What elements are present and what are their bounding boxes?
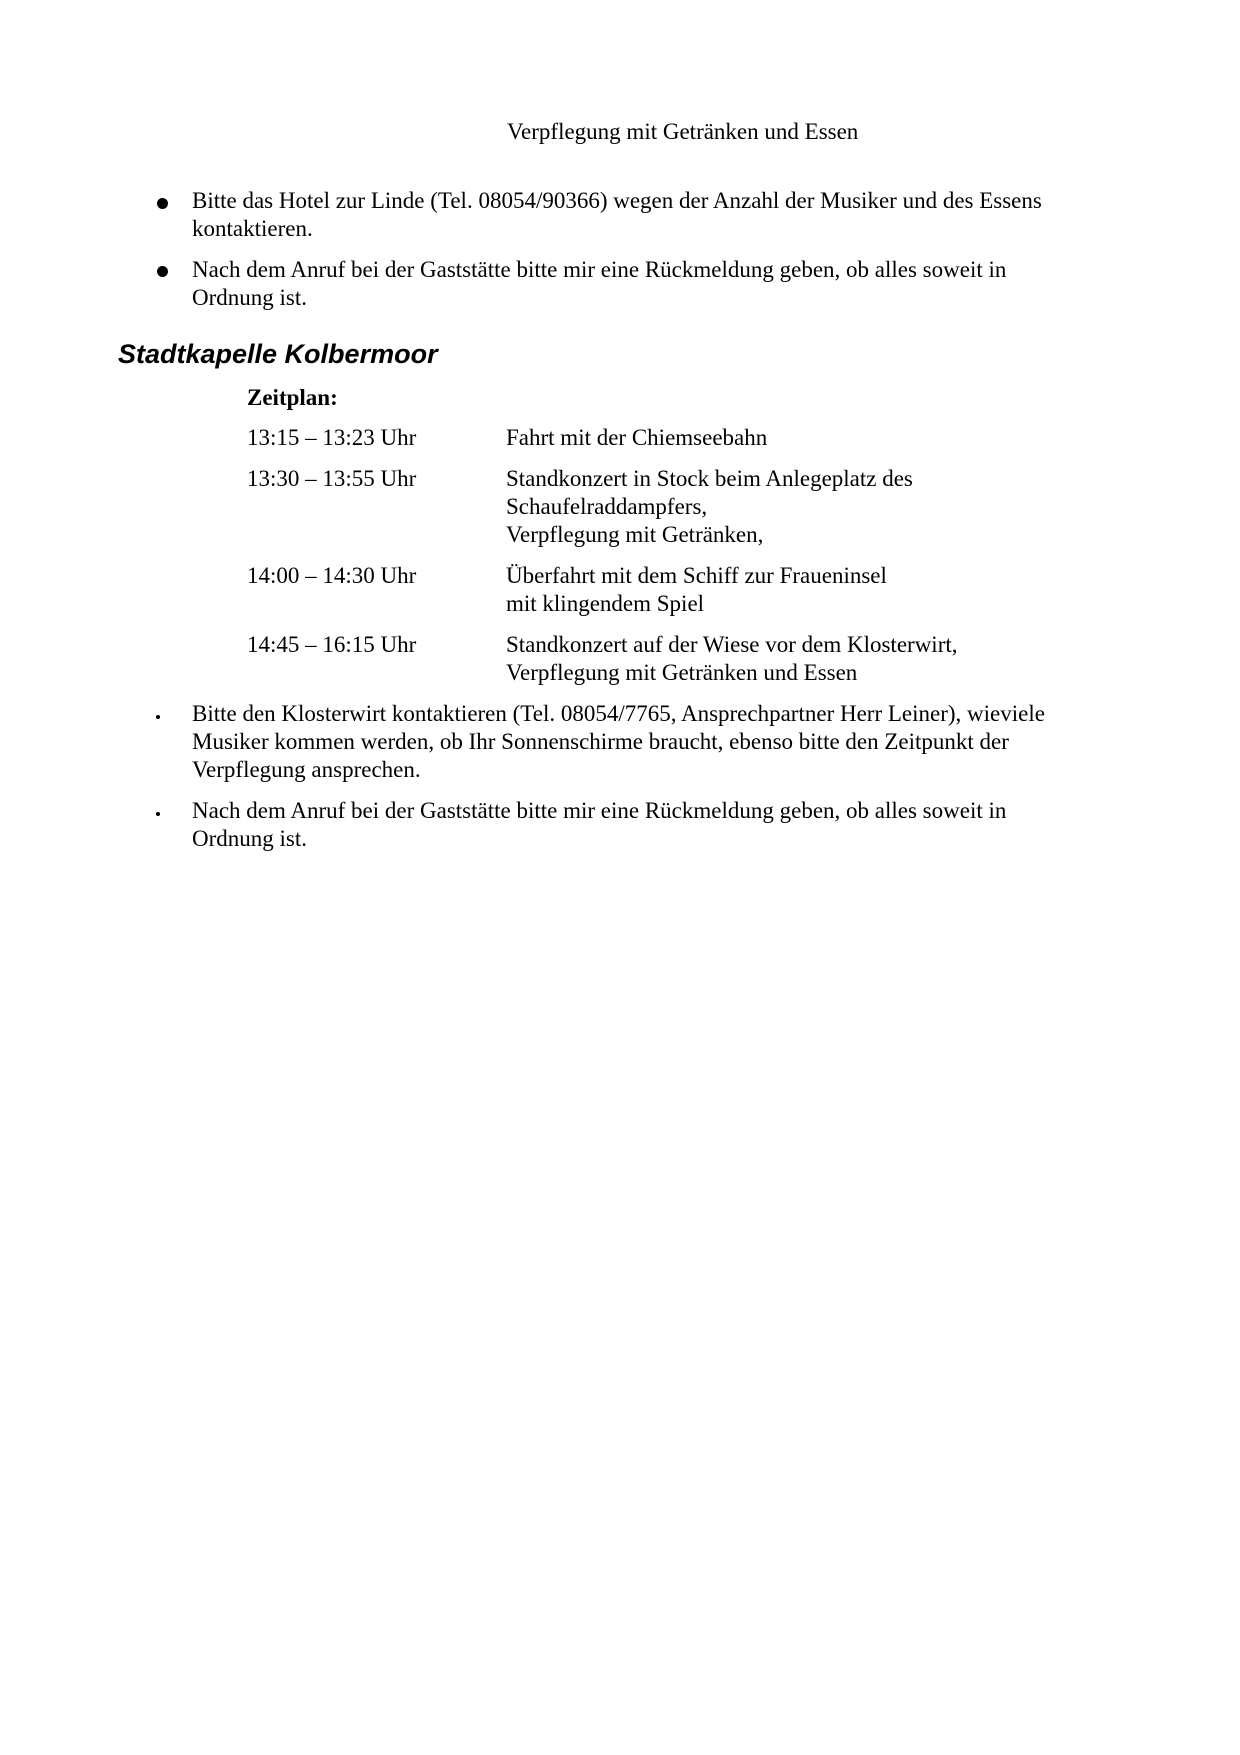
section-heading: Stadtkapelle Kolbermoor xyxy=(118,339,438,369)
bullet-text-line: Ordnung ist. xyxy=(192,285,307,310)
bullet-text-line: Ordnung ist. xyxy=(192,826,307,851)
continuation-text: Verpflegung mit Getränken und Essen xyxy=(507,119,859,144)
schedule-desc-line: Standkonzert auf der Wiese vor dem Klosterwirt, xyxy=(506,632,958,657)
schedule-time: 13:15 – 13:23 Uhr xyxy=(247,425,417,450)
schedule-label: Zeitplan: xyxy=(247,385,338,410)
bullet-icon xyxy=(156,812,160,816)
schedule-desc-line: Verpflegung mit Getränken und Essen xyxy=(506,660,858,685)
schedule-time: 14:00 – 14:30 Uhr xyxy=(247,563,417,588)
schedule-desc-line: Verpflegung mit Getränken, xyxy=(506,522,764,547)
bullet-icon xyxy=(157,266,168,277)
bullet-text-line: Bitte den Klosterwirt kontaktieren (Tel. 08054/7765, Ansprechpartner Herr Leiner), wieviele xyxy=(192,701,1045,726)
schedule-desc-line: Schaufelraddampfers, xyxy=(506,494,708,519)
bullet-text-line: Nach dem Anruf bei der Gaststätte bitte mir eine Rückmeldung geben, ob alles soweit in xyxy=(192,798,1007,823)
schedule-desc-line: mit klingendem Spiel xyxy=(506,591,705,616)
schedule-desc-line: Fahrt mit der Chiemseebahn xyxy=(506,425,768,450)
schedule-desc-line: Standkonzert in Stock beim Anlegeplatz des xyxy=(506,466,913,491)
bullet-icon xyxy=(157,198,168,209)
bullet-text-line: kontaktieren. xyxy=(192,216,313,241)
bullet-text-line: Bitte das Hotel zur Linde (Tel. 08054/90366) wegen der Anzahl der Musiker und des Essens xyxy=(192,188,1042,213)
bullet-text-line: Verpflegung ansprechen. xyxy=(192,757,421,782)
bullet-text-line: Nach dem Anruf bei der Gaststätte bitte mir eine Rückmeldung geben, ob alles soweit in xyxy=(192,257,1007,282)
schedule-time: 13:30 – 13:55 Uhr xyxy=(247,466,417,491)
bullet-text-line: Musiker kommen werden, ob Ihr Sonnenschirme braucht, ebenso bitte den Zeitpunkt der xyxy=(192,729,1009,754)
bullet-icon xyxy=(156,715,160,719)
schedule-time: 14:45 – 16:15 Uhr xyxy=(247,632,417,657)
schedule-desc-line: Überfahrt mit dem Schiff zur Fraueninsel xyxy=(506,563,887,588)
